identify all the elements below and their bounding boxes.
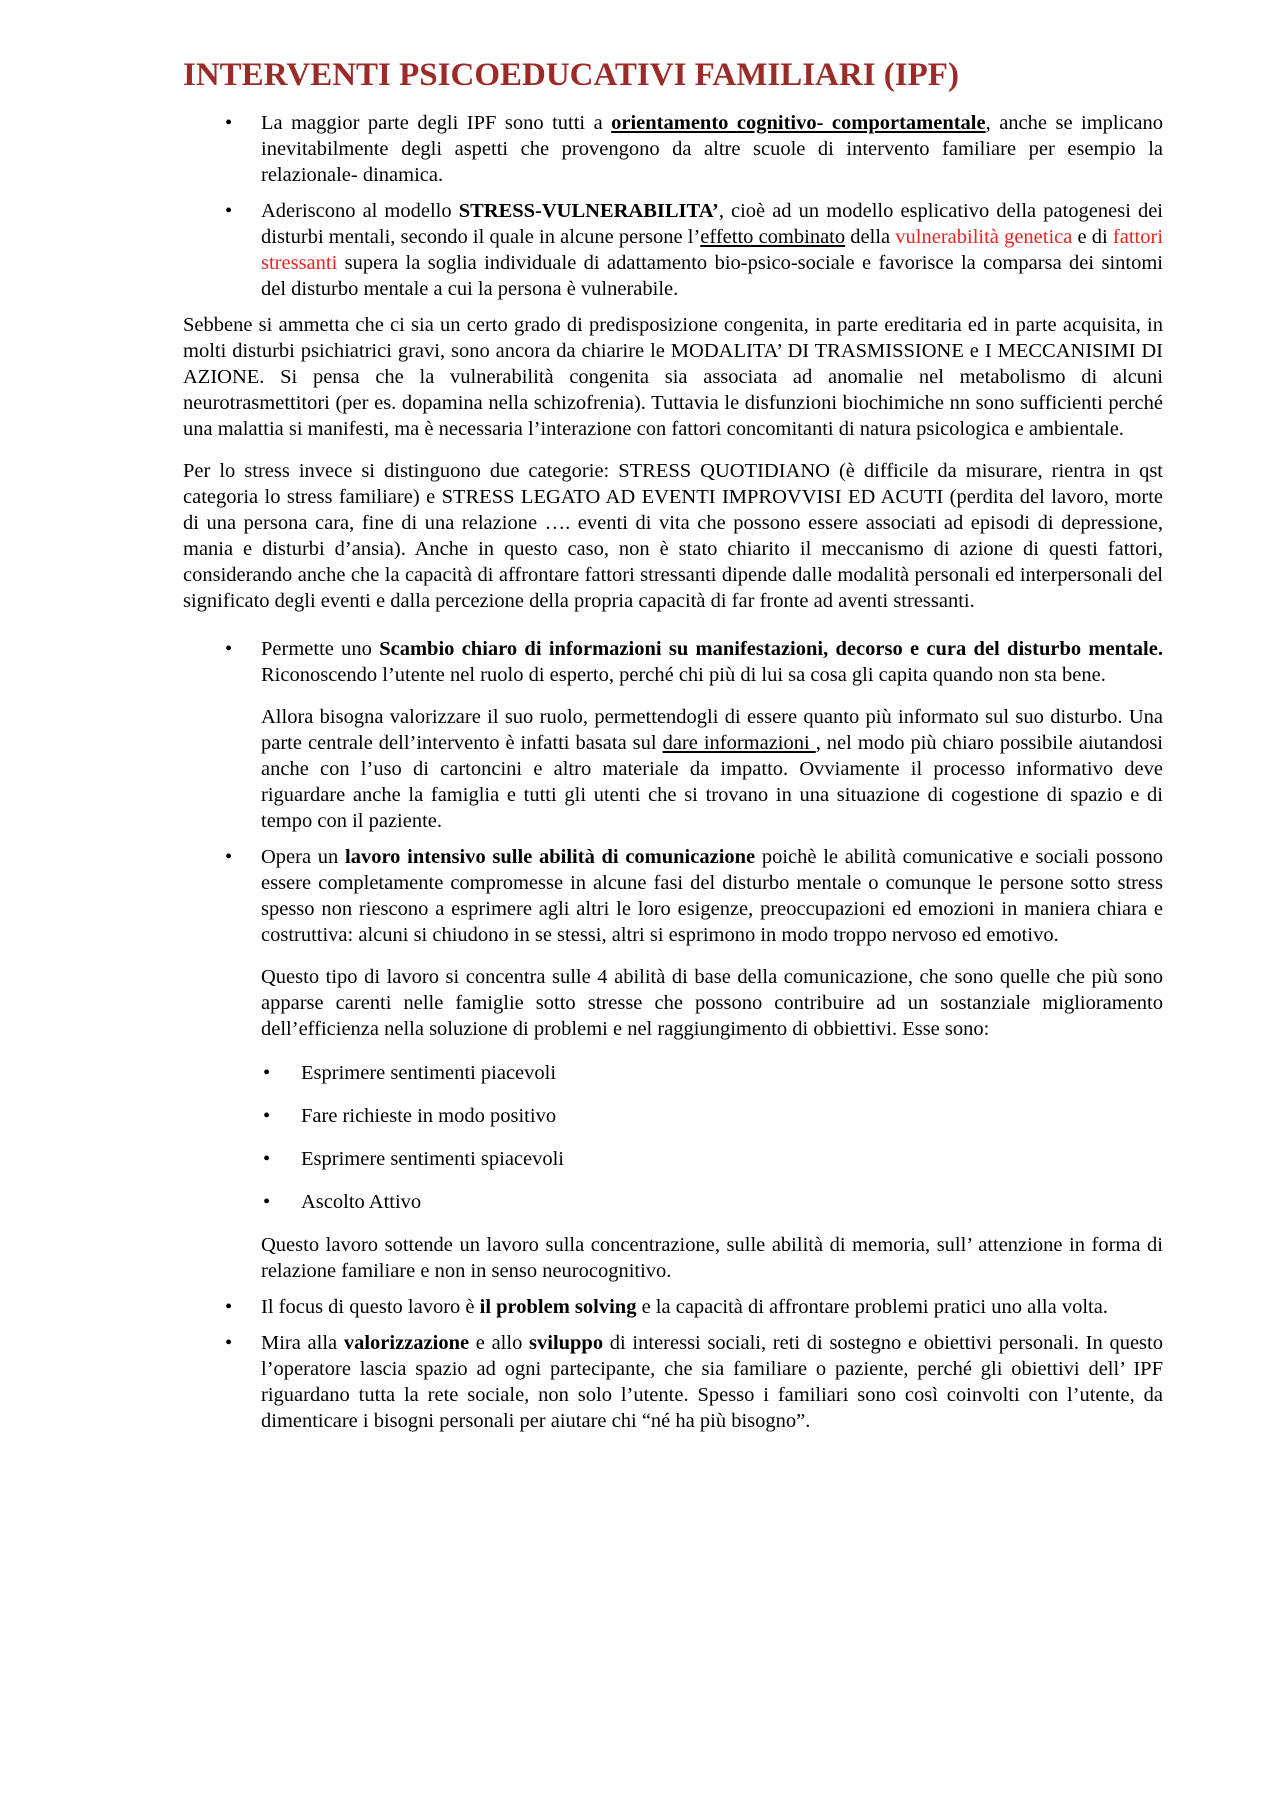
b6-valorization: valorizzazione [343,1332,470,1354]
b1-emphasis: orientamento cognitivo- comportamentale [611,112,986,134]
b3-give-information: dare informazioni [662,732,816,754]
page-title: INTERVENTI PSICOEDUCATIVI FAMILIARI (IPF) [183,57,959,93]
intervention-bullet-list [183,636,1163,1434]
b6-text-5: di interessi sociali, reti di sostegno e obiettivi personali. In questo l’operatore lascia spazio ad ogni partecipante, che sia familiare o paziente, perché gli obiettivi dell’ IPF riguardano tutta la rete sociale, non solo l’utente. Spesso i familiari sono così coinvolti con l’utente, da dimenticare i bisogni personali per aiutare chi “né ha più bisogno”. [261,1332,1163,1432]
intro-bullet-list [183,110,1163,302]
b2-text-7: e di [1072,226,1113,248]
skill-label: Fare richieste in modo positivo [301,1105,557,1127]
b2-text-5: della [845,226,896,248]
paragraph-predisposition: Sebbene si ammetta che ci sia un certo grado di predisposizione congenita, in parte ereditaria ed in parte acquisita, in molti disturbi psichiatrici gravi, sono ancora da chiarire le MODALITA’ DI TRASMISSIONE e I MECCANISIMI DI AZIONE. Si pensa che la vulnerabilità congenita sia associata ad anomalie nel metabolismo di alcuni neurotrasmettitori (per es. dopamina nella schizofrenia). Tuttavia le disfunzioni biochimiche nn sono sufficienti perché una malattia si manifesti, ma è necessaria l’interazione con fattori concomitanti di natura psicologica e ambientale. [183,314,1163,440]
bullet-icon: • [263,1191,271,1213]
b3-sub-text-3: , nel modo più chiaro possibile aiutandosi anche con l’uso di cartoncini e altro materiale da impatto. Ovviamente il processo informativo deve riguardare anche la famiglia e tutti gli utenti che si trovano in una situazione di cogestione di spazio e di tempo con il paziente. [261,732,1163,832]
b2-text-9: supera la soglia individuale di adattamento bio-psico-sociale e favorisce la comparsa dei sintomi del disturbo mentale a cui la persona è vulnerabile. [261,252,1163,300]
bullet-icon: • [225,638,233,660]
b3-sub-paragraph [261,704,1163,834]
b2-combined-effect: effetto combinato [700,226,846,248]
bullet-communication-skills [183,844,1163,1284]
b1-text-3: , anche se implicano inevitabilmente degli aspetti che provengono da altre scuole di intervento familiare per esempio la relazionale- dinamica. [261,112,1163,186]
b6-text-1: Mira alla [261,1332,344,1354]
bullet-icon: • [225,200,233,222]
b4-emphasis: lavoro intensivo sulle abilità di comunicazione [345,846,756,868]
b6-text-3: e allo [469,1332,530,1354]
bullet-stress-vulnerability [183,198,1163,302]
document-page [183,52,1163,1444]
bullet-problem-solving [183,1294,1163,1320]
bullet-icon: • [225,1332,233,1354]
b5-text-3: e la capacità di affrontare problemi pratici uno alla volta. [636,1296,1108,1318]
b2-stress-factors: fattori stressanti [261,226,1164,274]
b5-emphasis: il problem solving [479,1296,637,1318]
skill-label: Esprimere sentimenti spiacevoli [301,1148,565,1170]
b3-sub-text-1: Allora bisogna valorizzare il suo ruolo, permettendogli di essere quanto più informato sul suo disturbo. Una parte centrale dell’intervento è infatti basata sul [261,706,1163,754]
bullet-icon: • [225,112,233,134]
b5-text-1: Il focus di questo lavoro è [261,1296,480,1318]
b4-sub-paragraph: Questo tipo di lavoro si concentra sulle 4 abilità di base della comunicazione, che sono quelle che più sono apparse carenti nelle famiglie sotto stresse che possono contribuire ad un sostanziale miglioramento dell’efficienza nella soluzione di problemi e nel raggiungimento di obbiettivi. Esse sono: [261,966,1163,1040]
b2-genetic-vulnerability: vulnerabilità genetica [895,226,1073,248]
communication-skills-list [261,1060,1163,1215]
b6-development: sviluppo [529,1332,604,1354]
b4-text-1: Opera un [261,846,345,868]
list-item [261,1189,1163,1215]
b2-text-3: , cioè ad un modello esplicativo della patogenesi dei disturbi mentali, secondo il quale in alcune persone l’ [261,200,1163,248]
bullet-icon: • [263,1105,271,1127]
paragraph-stress-categories: Per lo stress invece si distinguono due categorie: STRESS QUOTIDIANO (è difficile da misurare, rientra in qst categoria lo stress familiare) e STRESS LEGATO AD EVENTI IMPROVVISI ED ACUTI (perdita del lavoro, morte di una persona cara, fine di una relazione …. eventi di vita che possono essere associati ad episodi di depressione, mania e disturbi d’ansia). Anche in questo caso, non è stato chiarito il meccanismo di azione di questi fattori, considerando anche che la capacità di affrontare fattori stressanti dipende dalle modalità personali ed interpersonali del significato degli eventi e dalla percezione della propria capacità di far fronte ad aventi stressanti. [183,460,1163,612]
skill-label: Ascolto Attivo [301,1191,422,1213]
bullet-icon: • [263,1062,271,1084]
b4-text-3: poichè le abilità comunicative e sociali possono essere completamente compromesse in alcune fasi del disturbo mentale o comunque le persone sotto stress spesso non riescono a esprimere agli altri le loro esigenze, preoccupazioni ed emozioni in maniera chiara e costruttiva: alcuni si chiudono in se stessi, altri si esprimono in modo troppo nervoso ed emotivo. [261,846,1163,946]
bullet-social-development [183,1330,1163,1434]
b3-text-3: Riconoscendo l’utente nel ruolo di esperto, perché chi più di lui sa cosa gli capita quando non sta bene. [261,664,1106,686]
bullet-icon: • [263,1148,271,1170]
bullet-icon: • [225,846,233,868]
b3-emphasis: Scambio chiaro di informazioni su manifestazioni, decorso e cura del disturbo mentale. [379,638,1163,660]
b4-closing-paragraph: Questo lavoro sottende un lavoro sulla concentrazione, sulle abilità di memoria, sull’ attenzione in forma di relazione familiare e non in senso neurocognitivo. [261,1234,1163,1282]
skill-label: Esprimere sentimenti piacevoli [301,1062,557,1084]
list-item [261,1060,1163,1086]
b1-text-1: La maggior parte degli IPF sono tutti a [261,112,612,134]
list-item [261,1103,1163,1129]
b2-model-name: STRESS-VULNERABILITA’ [458,200,719,222]
b3-text-1: Permette uno [261,638,380,660]
list-item [261,1146,1163,1172]
bullet-icon: • [225,1296,233,1318]
bullet-information-exchange [183,636,1163,834]
bullet-cognitive-orientation [183,110,1163,188]
b2-text-1: Aderiscono al modello [261,200,459,222]
